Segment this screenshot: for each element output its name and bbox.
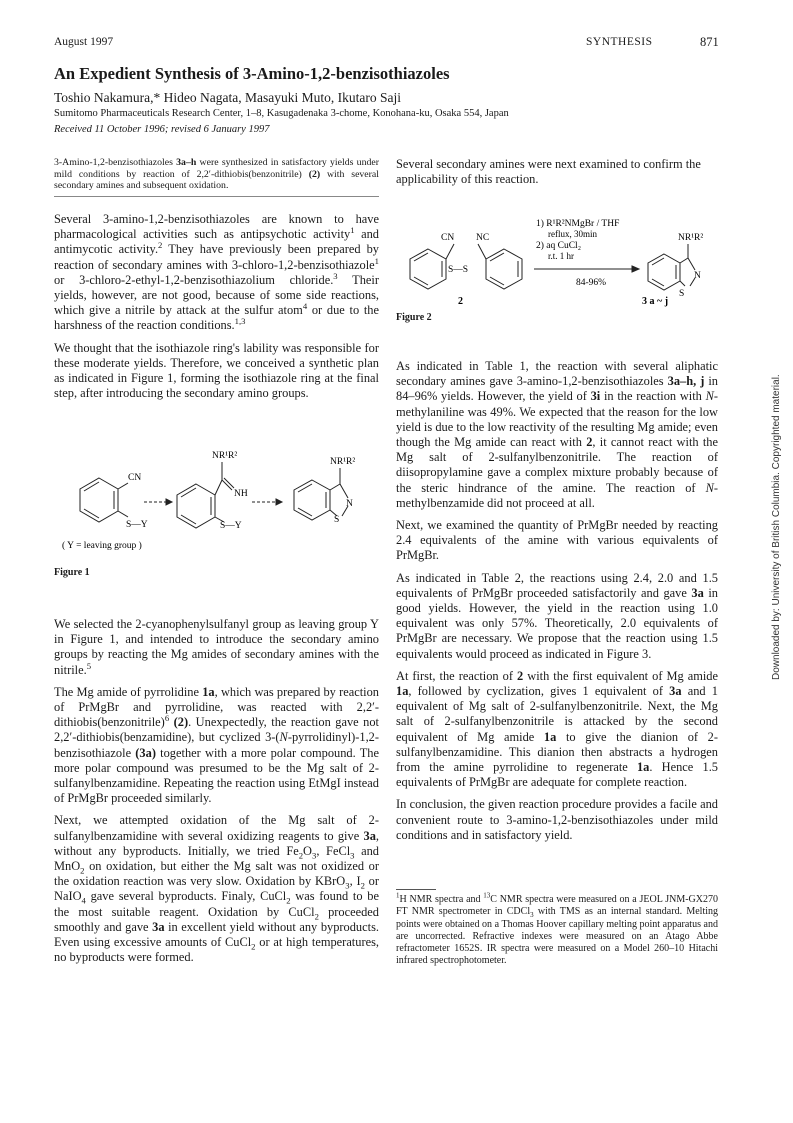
footnote: $^1$H NMR spectra and $^{13}$C NMR spectra were measured on a JEOL JNM-GX270 FT NMR spectrometer in CDCl$_3$ with TMS as an internal standard. Melting points were obtained on a Thomas Hoover capillary melting point apparatus and are uncorrected. Refractive indexes were measured on an Atago Abbe refractometer 1652S. IR spectra were measured on a Model 260–10 Hitachi infrared spectrophotometer. <box>396 891 719 967</box>
article-title: An Expedient Synthesis of 3-Amino-1,2-benzisothiazoles <box>54 64 450 83</box>
figure-1-caption: Figure 1 <box>54 567 90 578</box>
label-n: N <box>694 271 701 281</box>
abstract: 3-Amino-1,2-benzisothiazoles 3a–h were synthesized in satisfactory yields under mild conditions by reaction of 2,2′-dithiobis(benzonitrile) (2) with several secondary amines and subsequent oxidation. <box>54 157 379 192</box>
benzene-ring <box>80 478 118 522</box>
right-column <box>396 359 718 850</box>
label-s-y-2: S—Y <box>220 521 242 531</box>
paragraph: The Mg amide of pyrrolidine 1a, which was prepared by reaction of PrMgBr and pyrrolidine, was reacted with 2,2′-dithiobis(benzonitrile)$^6$ (2). Unexpectedly, the reaction gave not 2,2′-dithiobis(benzamidine), but cyclized 3-(N-pyrrolidinyl)-1,2-benzisothiazole (3a) together with a more polar compound. The more polar compound was presumed to be the Mg salt of 2-sulfanylbenzamidine. Repeating the reaction using EtMgI instead of PrMgBr proceeded similarly. <box>54 684 379 806</box>
header-date: August 1997 <box>54 36 114 48</box>
label-s: S <box>679 289 685 299</box>
label-nc: NC <box>476 233 490 243</box>
condition-step-1: 1) R¹R²NMgBr / THF <box>536 219 620 229</box>
yield-range: 84-96% <box>576 278 607 288</box>
label-s: S <box>334 515 340 525</box>
affiliation: Sumitomo Pharmaceuticals Research Center, 1–8, Kasugadenaka 3-chome, Konohana-ku, Osaka 554, Japan <box>54 108 509 119</box>
paragraph: As indicated in Table 2, the reactions using 2.4, 2.0 and 1.5 equivalents of PrMgBr proceeded satisfactorily and gave 3a in good yields. However, the yield in the reaction using 1.0 equivalent was only 57%. Theoretically, 2.0 equivalents of PrMgBr are necessary. We propose that the reaction using 1.5 equivalents would proceed as indicated in Figure 3. <box>396 570 718 661</box>
figure-1-scheme <box>54 440 384 560</box>
download-note-text: Downloaded by: University of British Columbia. Copyrighted material. <box>771 374 782 680</box>
figure-2-caption: Figure 2 <box>396 312 432 323</box>
label-cn: CN <box>441 233 455 243</box>
condition-step-2: 2) aq CuCl₂ <box>536 241 582 251</box>
figure-2-scheme <box>396 212 726 312</box>
compound-2-label: 2 <box>458 296 463 307</box>
left-column-bottom <box>54 617 379 972</box>
label-s-s: S—S <box>448 265 469 275</box>
condition-reflux: reflux, 30min <box>548 229 597 239</box>
paragraph: We selected the 2-cyanophenylsulfanyl group as leaving group Y in Figure 1, and intended to introduce the secondary amino groups by reacting the Mg amides of secondary amines with the nitrile.$^5$ <box>54 617 379 677</box>
received-dates: Received 11 October 1996; revised 6 January 1997 <box>54 124 270 135</box>
paragraph: As indicated in Table 1, the reaction with several aliphatic secondary amines gave 3-amino-1,2-benzisothiazoles 3a–h, j in 84–96% yields. However, the yield of 3i in the reaction with N-methylaniline was 49%. We expected that the reason for the low yield is due to the low reactivity of the resulting Mg amide; even though the Mg amide can react with 2, it cannot react with the Mg salt of 2-sulfanylbenzonitrile. The reaction of diisopropylamine gave a complex mixture probably because of the steric hindrance of the amine. The reaction of N-methylbenzamide did not proceed at all. <box>396 359 718 510</box>
label-cn: CN <box>128 473 142 483</box>
right-intro: Several secondary amines were next examined to confirm the applicability of this reaction. <box>396 157 701 187</box>
download-note <box>771 374 791 680</box>
label-nr-2: NR¹R² <box>330 457 356 467</box>
leaving-group-note: ( Y = leaving group ) <box>62 541 142 551</box>
label-n: N <box>346 499 353 509</box>
label-nr: NR¹R² <box>678 233 704 243</box>
header-journal: SYNTHESIS <box>586 36 653 48</box>
left-column-top <box>54 212 379 408</box>
condition-rt: r.t. 1 hr <box>548 251 574 261</box>
header-page-number: 871 <box>700 35 719 49</box>
paragraph: At first, the reaction of 2 with the first equivalent of Mg amide 1a, followed by cyclization, gives 1 equivalent of 3a and 1 equivalent of Mg salt of 2-sulfanylbenzonitrile. Next, the Mg salt of 2-sulfanylbenzonitrile is attacked by the second equivalent of Mg amide 1a to give the dianion of 2-sulfanylbenzamidine. This dianion then abstracts a hydrogen from the amine pyrrolidine to regenerate 1a. Hence 1.5 equivalents of PrMgBr are adequate for complete reaction. <box>396 668 719 790</box>
label-nr: NR¹R² <box>212 451 238 461</box>
label-nh: NH <box>234 489 248 499</box>
authors: Toshio Nakamura,* Hideo Nagata, Masayuki Muto, Ikutaro Saji <box>54 90 401 105</box>
paragraph: Several 3-amino-1,2-benzisothiazoles are known to have pharmacological activities such as antipsychotic activity$^1$ and antimycotic activity.$^2$ They have previously been prepared by reaction of secondary amines with 3-chloro-1,2-benzisothiazole$^1$ or 3-chloro-2-ethyl-1,2-benzisothiazolium chloride.$^3$ Their yields, however, are not good, because of some side reactions, which give a nitrile by attack at the sulfur atom$^4$ or due to the harshness of the reaction conditions.$^{1,3}$ <box>54 212 379 333</box>
footnote-rule <box>396 889 436 890</box>
paragraph: Next, we examined the quantity of PrMgBr needed by reacting 2.4 equivalents of the amine with various equivalents of PrMgBr. <box>396 518 718 563</box>
paragraph: In conclusion, the given reaction procedure provides a facile and convenient route to 3-amino-1,2-benzisothiazoles under mild conditions and in satisfactory yield. <box>396 797 718 842</box>
abstract-divider <box>54 196 379 197</box>
label-s-y: S—Y <box>126 520 148 530</box>
paragraph: We thought that the isothiazole ring's lability was responsible for these moderate yields. Therefore, we conceived a synthetic plan as indicated in Figure 1, forming the isothiazole ring at the final step, after introducing the secondary amino groups. <box>54 340 379 401</box>
compound-3-label: 3 a ~ j <box>642 296 669 307</box>
paragraph: Next, we attempted oxidation of the Mg salt of 2-sulfanylbenzamidine with several oxidizing reagents to give 3a, without any byproducts. Initially, we tried $Fe_2O_3$, FeCl$_3$ and MnO$_2$ on oxidation, but either the Mg salt was not oxidized or the oxidation reaction was very slow. Oxidation by KBrO$_3$, $I_2$ or NaIO$_4$ gave several byproducts. Finaly, CuCl$_2$ was found to be the most suitable reagent. Oxidation by CuCl$_2$ proceeded smoothly and gave 3a in excellent yield without any byproducts. Even using excessive amounts of CuCl$_2$ or at high temperatures, no byproducts were formed. <box>54 813 380 965</box>
